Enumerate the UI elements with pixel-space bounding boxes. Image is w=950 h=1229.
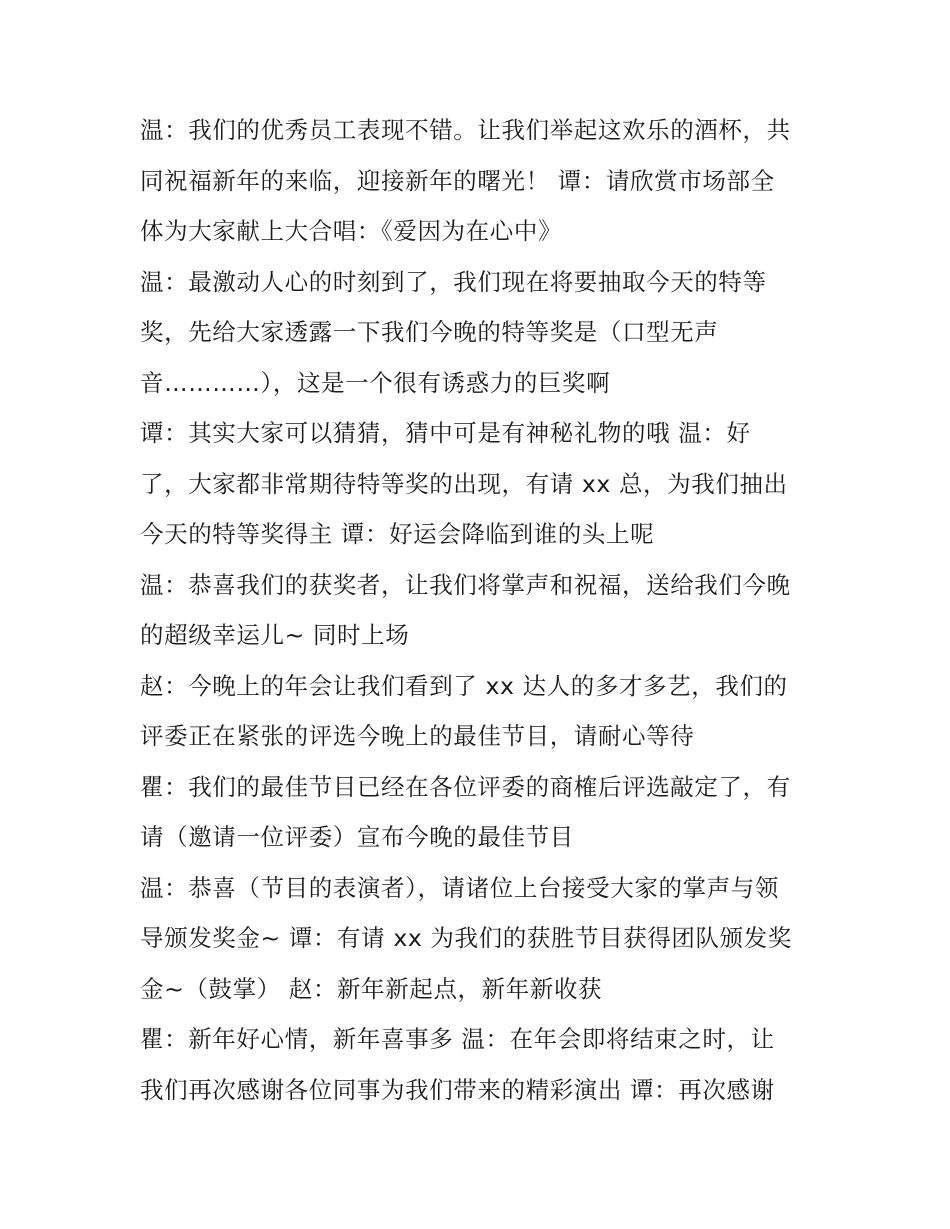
text-line: 请（邀请一位评委）宣布今晚的最佳节目 (140, 823, 574, 851)
text-line: 导颁发奖金~ 谭：有请 xx 为我们的获胜节目获得团队颁发奖 (140, 924, 792, 952)
text-line: 的超级幸运儿~ 同时上场 (140, 621, 410, 649)
text-line: 温：最激动人心的时刻到了，我们现在将要抽取今天的特等 (140, 268, 767, 296)
text-line: 了，大家都非常期待特等奖的出现，有请 xx 总，为我们抽出 (140, 470, 788, 498)
text-line: 谭：其实大家可以猜猜，猜中可是有神秘礼物的哦 温：好 (140, 419, 751, 447)
text-line: 奖，先给大家透露一下我们今晚的特等奖是（口型无声 (140, 318, 719, 346)
text-line: 赵：今晚上的年会让我们看到了 xx 达人的多才多艺，我们的 (140, 672, 788, 700)
text-line: 体为大家献上大合唱：《爱因为在心中》 (140, 217, 563, 245)
text-line: 瞿：我们的最佳节目已经在各位评委的商榷后评选敲定了，有 (140, 773, 791, 801)
text-line: 音…………），这是一个很有诱惑力的巨奖啊 (140, 369, 611, 397)
text-line: 我们再次感谢各位同事为我们带来的精彩演出 谭：再次感谢 (140, 1076, 775, 1104)
text-line: 金~（鼓掌） 赵：新年新起点，新年新收获 (140, 975, 603, 1003)
text-line: 瞿：新年好心情，新年喜事多 温：在年会即将结束之时，让 (140, 1025, 775, 1053)
text-line: 同祝福新年的来临，迎接新年的曙光！ 谭：请欣赏市场部全 (140, 167, 775, 195)
text-line: 温：恭喜我们的获奖者，让我们将掌声和祝福，送给我们今晚 (140, 571, 791, 599)
text-line: 评委正在紧张的评选今晚上的最佳节目，请耐心等待 (140, 722, 695, 750)
text-line: 温：恭喜（节目的表演者），请诸位上台接受大家的掌声与领 (140, 874, 779, 902)
text-line: 今天的特等奖得主 谭：好运会降临到谁的头上呢 (140, 520, 655, 548)
text-line: 温：我们的优秀员工表现不错。让我们举起这欢乐的酒杯，共 (140, 116, 791, 144)
